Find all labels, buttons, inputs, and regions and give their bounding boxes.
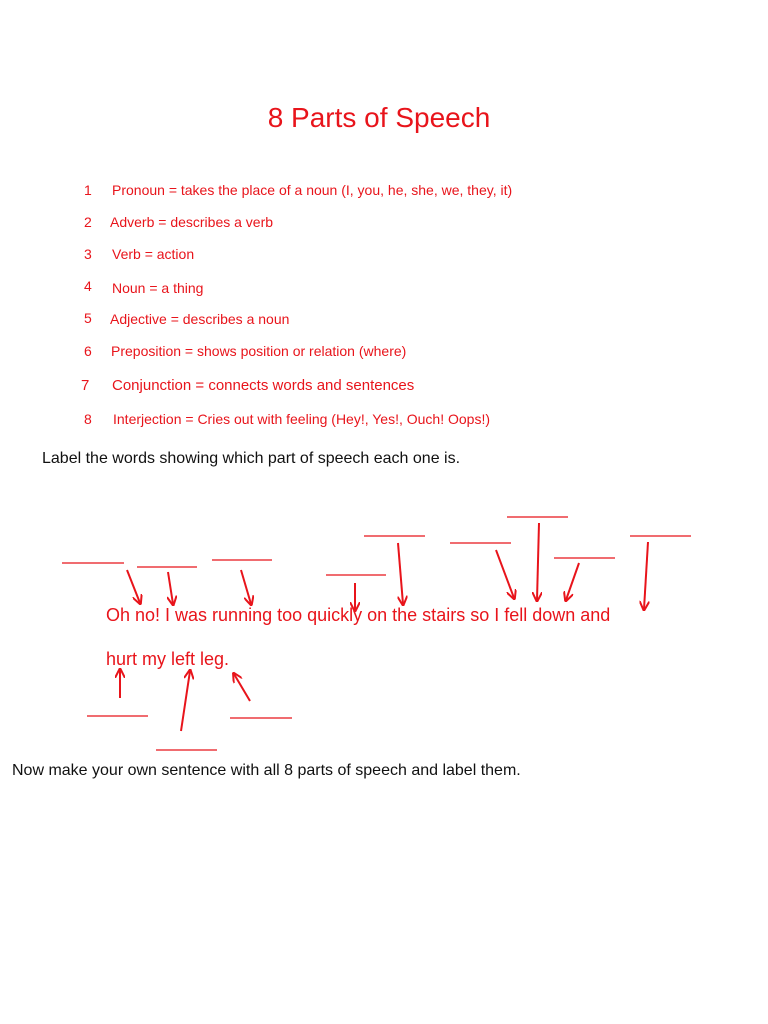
example-sentence-line-2: hurt my left leg.: [106, 649, 230, 669]
part-number-3: 3: [84, 246, 92, 262]
part-number-1: 1: [84, 182, 92, 198]
part-definition-2: Adverb = describes a verb: [110, 214, 274, 230]
part-definition-7: Conjunction = connects words and sentences: [112, 377, 415, 394]
part-definition-6: Preposition = shows position or relation (where): [111, 343, 407, 359]
part-number-5: 5: [84, 310, 92, 326]
part-number-7: 7: [81, 377, 90, 394]
part-number-2: 2: [84, 214, 92, 230]
part-definition-4: Noun = a thing: [112, 280, 204, 296]
own-sentence-instruction: Now make your own sentence with all 8 parts of speech and label them.: [12, 762, 521, 779]
labeling-instruction: Label the words showing which part of speech each one is.: [42, 450, 461, 467]
arrow-oh: [127, 570, 140, 603]
part-definition-3: Verb = action: [112, 246, 195, 262]
arrow-fell: [566, 563, 579, 600]
part-number-4: 4: [84, 278, 92, 294]
part-number-8: 8: [84, 411, 92, 427]
arrow-so: [537, 523, 539, 600]
arrow-left: [181, 671, 190, 731]
part-number-6: 6: [84, 343, 92, 359]
arrow-and: [644, 542, 648, 609]
arrow-on: [398, 543, 403, 604]
arrow-i: [241, 570, 251, 604]
arrow-stairs: [496, 550, 514, 598]
arrow-leg: [234, 674, 250, 701]
arrow-no: [168, 572, 173, 604]
example-sentence-line-1: Oh no! I was running too quickly on the stairs so I fell down and: [106, 605, 611, 625]
part-definition-8: Interjection = Cries out with feeling (Hey!, Yes!, Ouch! Oops!): [113, 411, 491, 427]
part-definition-1: Pronoun = takes the place of a noun (I, you, he, she, we, they, it): [112, 182, 513, 198]
part-definition-5: Adjective = describes a noun: [110, 311, 290, 327]
page-title: 8 Parts of Speech: [267, 102, 491, 133]
